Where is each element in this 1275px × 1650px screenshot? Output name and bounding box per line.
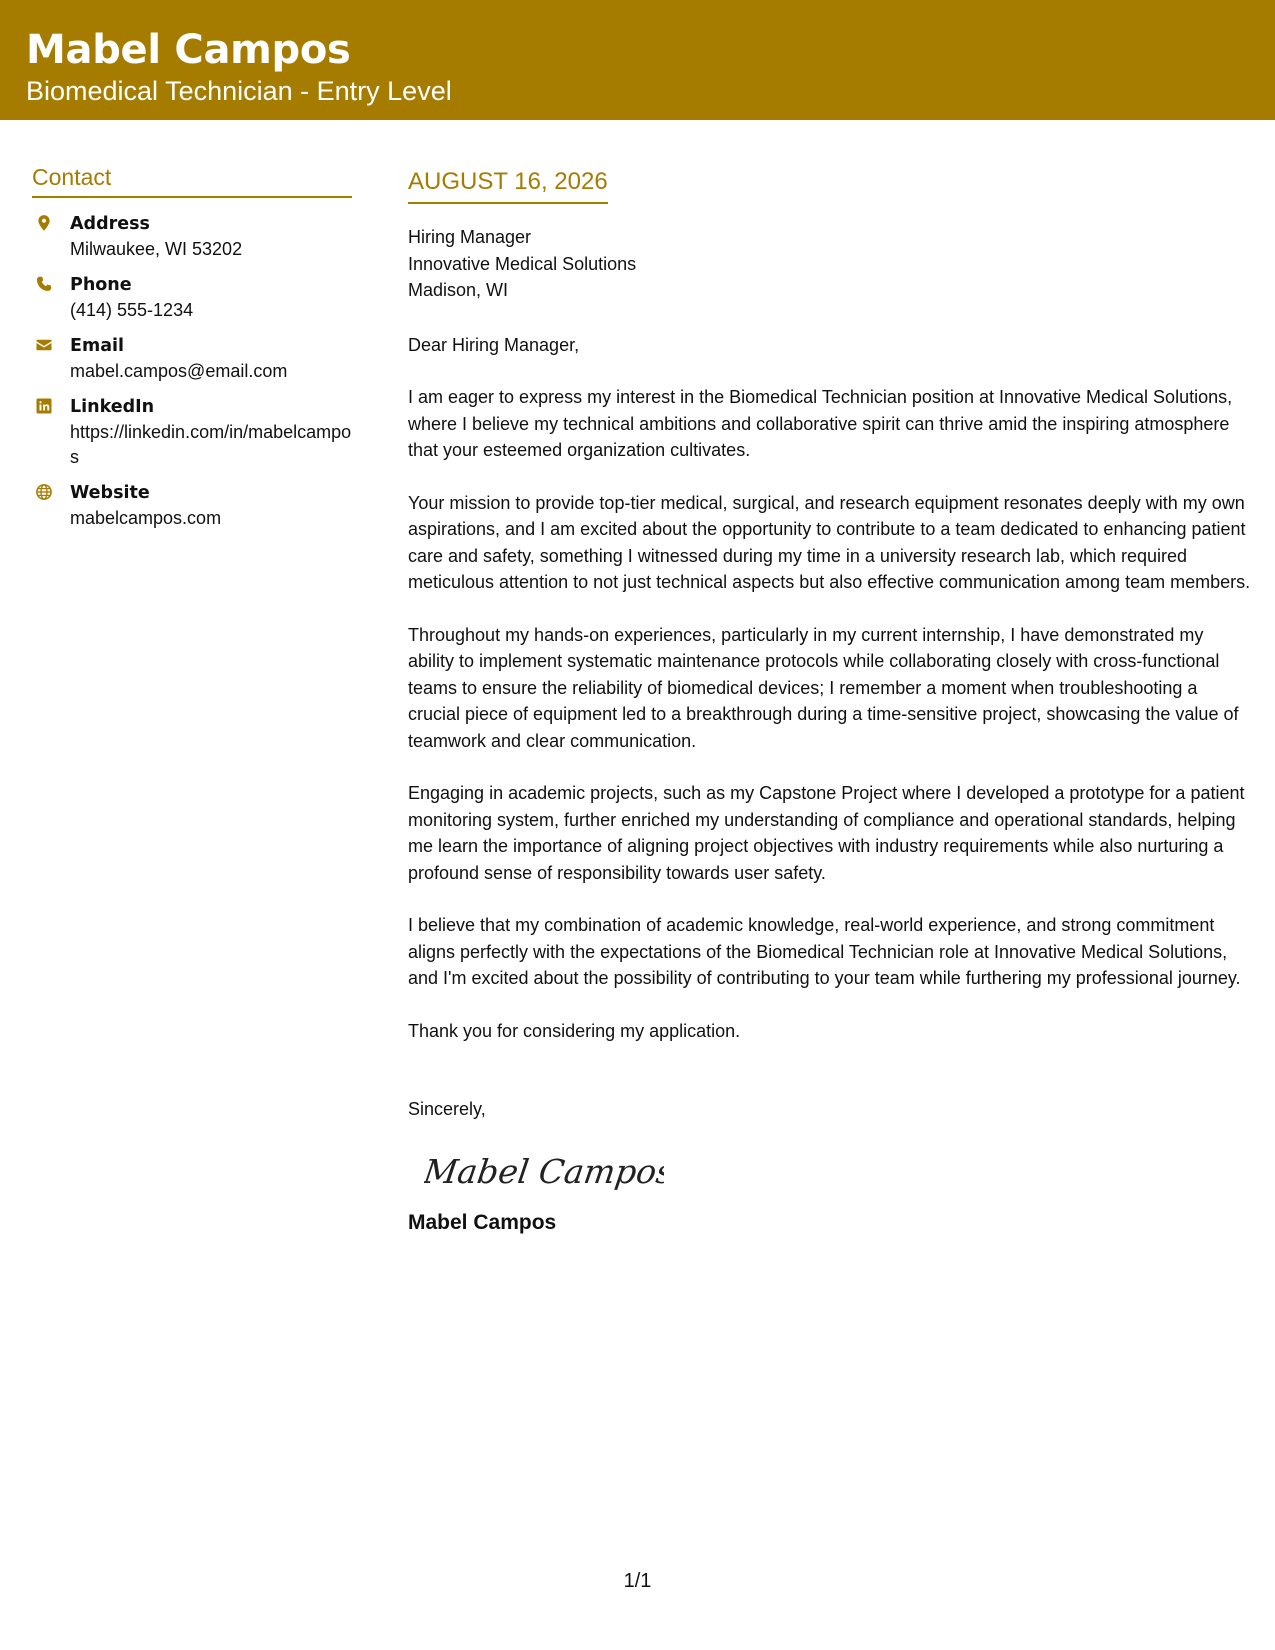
contact-label: Website (70, 483, 150, 503)
signature-image (424, 1143, 1253, 1201)
envelope-icon (32, 334, 70, 384)
job-title: Biomedical Technician - Entry Level (26, 76, 452, 106)
contact-link[interactable]: mabelcampos.com (70, 508, 222, 528)
salutation: Dear Hiring Manager, (408, 334, 580, 355)
contact-email (32, 334, 352, 384)
contact-website (32, 481, 352, 531)
body-paragraph: I am eager to express my interest in the Biomedical Technician position at Innovative Medical Solutions, where I believe my technical ambitions and collaborative spirit can thrive amid the inspiring atmosphere that your esteemed organization cultivates. (408, 387, 1233, 460)
signature-text: Mabel Campos (424, 1151, 664, 1191)
contact-phone (32, 273, 352, 323)
contact-label: LinkedIn (70, 397, 155, 417)
recipient-line: Hiring Manager (408, 227, 532, 247)
globe-icon (32, 481, 70, 531)
linkedin-icon (32, 395, 70, 470)
body-paragraph: I believe that my combination of academic knowledge, real-world experience, and strong commitment aligns perfectly with the expectations of the Biomedical Technician role at Innovative Medical Solutions, and I'm excited about the possibility of contributing to your team while furthering my professional journey. (408, 915, 1241, 988)
contact-sidebar (32, 162, 352, 542)
closing-line: Sincerely, (408, 1099, 486, 1119)
contact-value: (414) 555-1234 (70, 300, 194, 320)
recipient-line: Madison, WI (408, 280, 509, 300)
signer-name: Mabel Campos (408, 1210, 557, 1234)
body-paragraph: Thank you for considering my application. (408, 1020, 741, 1041)
contact-value: mabel.campos@email.com (70, 361, 288, 381)
contact-label: Phone (70, 275, 132, 295)
contact-value: Milwaukee, WI 53202 (70, 239, 243, 259)
contact-link[interactable]: https://linkedin.com/in/mabelcampos (70, 422, 352, 467)
phone-icon (32, 273, 70, 323)
contact-address (32, 212, 352, 262)
applicant-name: Mabel Campos (26, 27, 351, 73)
body-paragraph: Throughout my hands-on experiences, particularly in my current internship, I have demonstrated my ability to implement systematic maintenance protocols while collaborating closely with cross-functional teams to ensure the reliability of biomedical devices; I remember a moment when troubleshooting a crucial piece of equipment led to a breakthrough during a time-sensitive project, showcasing the value of teamwork and clear communication. (408, 624, 1239, 751)
letter-date: AUGUST 16, 2026 (408, 166, 608, 204)
map-pin-icon (32, 212, 70, 262)
recipient-block (408, 224, 1253, 304)
contact-label: Email (70, 336, 124, 356)
body-paragraph: Engaging in academic projects, such as my Capstone Project where I developed a prototype for a patient monitoring system, further enriched my understanding of compliance and operational standards, helping me learn the importance of aligning project objectives with industry requirements while also nurturing a profound sense of responsibility towards user safety. (408, 783, 1245, 883)
contact-label: Address (70, 214, 150, 234)
recipient-line: Innovative Medical Solutions (408, 253, 637, 274)
body-paragraph: Your mission to provide top-tier medical, surgical, and research equipment resonates deeply with my own aspirations, and I am excited about the opportunity to contribute to a team dedicated to enhancing patient care and safety, something I witnessed during my time in a university research lab, which required meticulous attention to not just technical aspects but also effective communication among team members. (408, 492, 1251, 592)
letter-body (408, 166, 1253, 1237)
page-number: 1/1 (623, 1570, 652, 1592)
header-banner (0, 0, 1275, 120)
contact-heading: Contact (32, 162, 352, 198)
contact-linkedin (32, 395, 352, 470)
